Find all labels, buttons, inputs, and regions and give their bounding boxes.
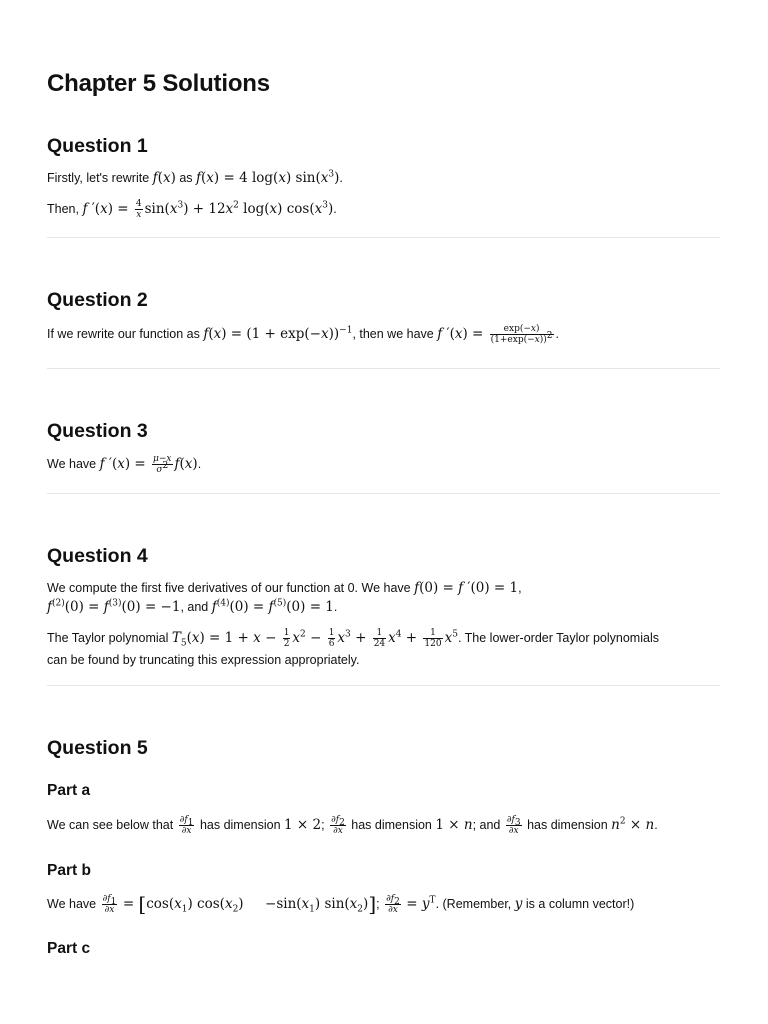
question-2-heading: Question 2	[47, 289, 148, 311]
divider	[47, 685, 720, 686]
q4-line2-and: , and	[180, 600, 209, 614]
part-c-heading: Part c	[47, 940, 91, 957]
q4-taylor-formula: $T_5(x) = 1 + x$ − $\frac{1}{2}$ $x^2$ − $\frac{1}{6}$ $x^3$ + $\frac{1}{24}$ $x^4$ + $\frac{1}{120}$ $x^5$	[171, 628, 458, 649]
q4-formula-third: $f^{(4)}(0) = f^{(5)}(0) = 1$	[211, 598, 334, 615]
part-a-text-a: We can see below that	[47, 818, 174, 832]
q2-formula-derivative: f ′(x) = $\frac{\exp(-x)}{(1+\exp(-x))^2}$	[437, 324, 553, 345]
part-b-text-b: . (Remember,	[435, 897, 512, 911]
part-a-dim-2: 1 × n	[435, 817, 473, 833]
question-5-heading: Question 5	[47, 737, 148, 759]
question-1-line-2: Then, f ′(x) = $\frac{4}{x}$ $\sin(x^3) + 12x^2$ log(x) $\cos(x^3)$.	[47, 199, 337, 220]
part-a-dim-3: $n^2 \times n$	[611, 816, 655, 833]
divider	[47, 493, 720, 494]
question-1-line-1: Firstly, let's rewrite f(x) as f(x) = 4 log(x) $\sin(x^3)$.	[47, 169, 343, 186]
question-4-line-3	[47, 627, 659, 649]
part-a-dim-1: 1 × 2	[284, 817, 322, 833]
part-b-frac-f2: $\frac{\partial f_2}{\partial x}$	[386, 894, 400, 916]
part-a-frac-f1: $\frac{\partial f_1}{\partial x}$	[179, 815, 194, 837]
q2-formula-function: $f(x) = (1 + \exp(-x))^{-1}$	[203, 325, 353, 342]
question-4-line-2: $f^{(2)}(0) = f^{(3)}(0) = -1$, and $f^{(4)}(0) = f^{(5)}(0) = 1$.	[47, 598, 338, 615]
q4-line3-text-a: The Taylor polynomial	[47, 631, 169, 645]
q2-text-b: , then we have	[352, 327, 434, 341]
page-title: Chapter 5 Solutions	[47, 70, 270, 97]
q1-formula-fx: f(x)	[152, 170, 176, 186]
divider	[47, 368, 720, 369]
part-a-frac-f2: $\frac{\partial f_2}{\partial x}$	[331, 815, 345, 837]
q3-text-a: We have	[47, 457, 97, 471]
question-4-line-4	[47, 649, 359, 671]
part-a-line: We can see below that $\frac{\partial f_1}{\partial x}$ has dimension 1 × 2; $\frac{\partial f_2}{\partial x}$ has dimension 1 × n; and $\frac{\partial f_3}{\partial x}$ has dimension $n^2 \times n$.	[47, 815, 658, 837]
q4-line1-text: We compute the first five derivatives of our function at 0. We have	[47, 581, 411, 595]
question-2-line: If we rewrite our function as $f(x) = (1 + \exp(-x))^{-1}$, then we have f ′(x) = $\frac{\exp(-x)}{(1+\exp(-x))^2}$ .	[47, 324, 559, 345]
part-b-jacobian-row: = [$\cos(x_1)$ $\cos(x_2)$ $-\sin(x_1)$ $\sin(x_2)$]	[122, 892, 377, 916]
q1-formula-derivative: f ′(x) = $\frac{4}{x}$ $\sin(x^3) + 12x^2$ log(x) $\cos(x^3)$	[82, 199, 334, 220]
q1-line1-as: as	[179, 171, 193, 185]
part-a-text-d: ; and	[472, 818, 501, 832]
part-b-heading: Part b	[47, 862, 91, 879]
q1-formula-rewrite: f(x) = 4 log(x) $\sin(x^3)$	[196, 169, 340, 186]
question-4-line-1: We compute the first five derivatives of our function at 0. We have f(0) = f ′(0) = 1,	[47, 580, 522, 596]
part-b-frac-f1: $\frac{\partial f_1}{\partial x}$	[102, 894, 117, 916]
divider	[47, 237, 720, 238]
part-a-text-e: has dimension	[527, 818, 608, 832]
part-b-transpose: = $y^T$	[406, 895, 436, 912]
part-b-line: We have $\frac{\partial f_1}{\partial x}$ = [$\cos(x_1)$ $\cos(x_2)$ $-\sin(x_1)$ $\sin(x_2)$]; $\frac{\partial f_2}{\partial x}$ = $y^T$. (Remember, y is a column vector!)	[47, 892, 635, 916]
part-b-text-a: We have	[47, 897, 97, 911]
q4-formula-second: $f^{(2)}(0) = f^{(3)}(0) = -1$	[47, 598, 181, 615]
q4-formula-first: f(0) = f ′(0) = 1	[414, 580, 519, 596]
q3-formula: f ′(x) = $\frac{\mu-x}{\sigma^2}$ f(x)	[99, 454, 198, 475]
part-a-heading: Part a	[47, 782, 91, 799]
question-3-heading: Question 3	[47, 420, 148, 442]
question-3-line: We have f ′(x) = $\frac{\mu-x}{\sigma^2}$ f(x).	[47, 454, 202, 475]
question-1-heading: Question 1	[47, 135, 148, 157]
question-4-heading: Question 4	[47, 545, 148, 567]
q4-line4-text: can be found by truncating this expression appropriately.	[47, 653, 360, 667]
part-b-text-c: is a column vector!)	[525, 897, 635, 911]
part-a-frac-f3: $\frac{\partial f_3}{\partial x}$	[506, 815, 521, 837]
part-a-text-b: has dimension	[199, 818, 281, 832]
part-a-text-c: has dimension	[351, 818, 432, 832]
q2-text-a: If we rewrite our function as	[47, 327, 200, 341]
q4-line3-text-b: . The lower-order Taylor polynomials	[457, 631, 659, 645]
q1-line1-text: Firstly, let's rewrite	[47, 171, 150, 185]
part-b-y: y	[514, 896, 523, 912]
q1-line2-text: Then,	[47, 202, 79, 216]
